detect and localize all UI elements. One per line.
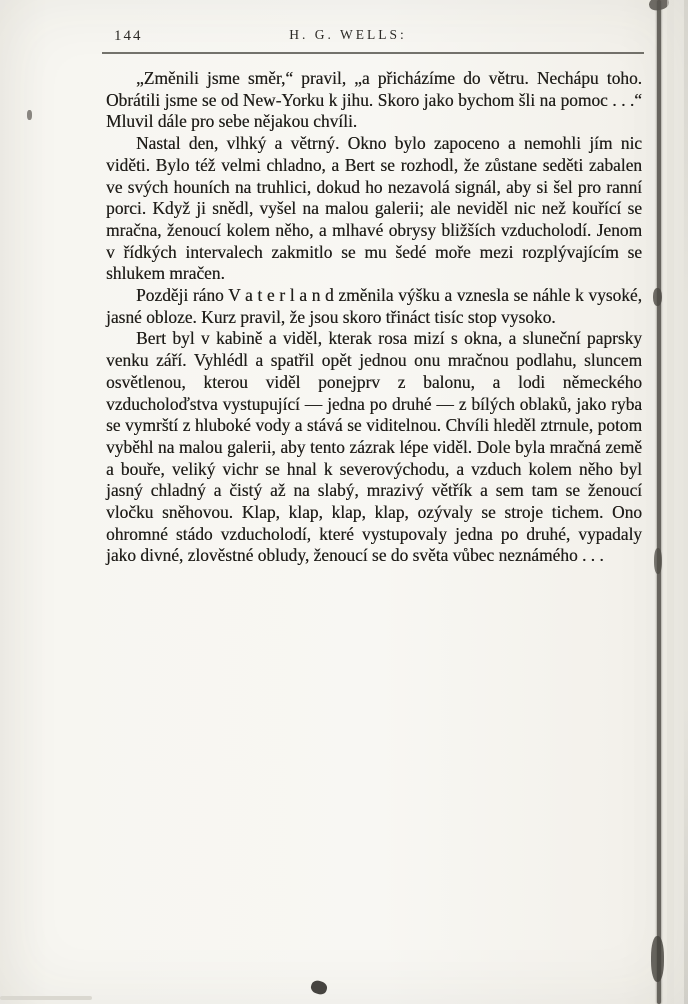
running-header: H. G. WELLS:: [289, 27, 407, 42]
scan-artifact: [0, 996, 92, 1000]
scan-artifact: [684, 0, 688, 1004]
page-edge-line: [657, 0, 661, 1004]
scan-artifact: [309, 979, 328, 996]
page-body: [106, 68, 642, 567]
scan-artifact: [667, 0, 674, 1004]
paragraph: Později ráno V a t e r l a n d změnila výšku a vznesla se náhle k vysoké, jasné obloze. Kurz pravil, že jsou skoro třináct tisíc stop vysoko.: [106, 285, 642, 327]
scan-artifact: [654, 548, 662, 574]
paragraph: „Změnili jsme směr,“ pravil, „a přicházíme do větru. Nechápu toho. Obrátili jsme se od New-Yorku k jihu. Skoro jako bychom šli na pomoc . . .“ Mluvil dále pro sebe nějakou chvíli.: [106, 68, 642, 132]
header-rule: [102, 52, 644, 54]
scan-artifact: [653, 288, 662, 306]
page-header: [106, 26, 642, 44]
paragraph: Bert byl v kabině a viděl, kterak rosa mizí s okna, a sluneční paprsky venku září. Vyhlédl a spatřil opět jednou onu mračnou podlahu, sluncem osvětlenou, kterou viděl ponejprv z balonu, a lodi německého vzducholoďstva vystupující — jedna po druhé — z bílých oblaků, jako ryba se vymrští z hluboké vody a stává se viditelnou. Chvíli hleděl ztrnule, potom vyběhl na malou galerii, aby tento zázrak lépe viděl. Dole byla mračná země a bouře, veliký vichr se hnal k severovýchodu, a vzduch kolem něho byl jasný chladný a čistý až na slabý, mrazivý větřík a sem tam se ženoucí vločku sněhovou. Klap, klap, klap, klap, ozývaly se stroje tichem. Ono ohromné stádo vzducholodí, které vystupovaly jedna po druhé, vypadaly jako divné, zlověstné obludy, ženoucí se do světa vůbec neznámého . . .: [106, 328, 642, 566]
paragraph: Nastal den, vlhký a větrný. Okno bylo zapoceno a nemohli jím nic viděti. Bylo též velmi chladno, a Bert se rozhodl, že zůstane seděti zabalen ve svých houních na truhlici, dokud ho nezavolá signál, aby si šel pro ranní porci. Když ji snědl, vyšel na malou galerii; ale neviděl nic než kouřící se mračna, ženoucí kolem něho, a mlhavé obrysy bližších vzducholodí. Jenom v řídkých intervalech zakmitlo se mu šedé moře mezi rozplývajícím se shlukem mračen.: [106, 133, 642, 284]
scan-artifact: [27, 110, 32, 120]
scan-artifact: [651, 936, 664, 982]
page-number: 144: [114, 28, 143, 44]
